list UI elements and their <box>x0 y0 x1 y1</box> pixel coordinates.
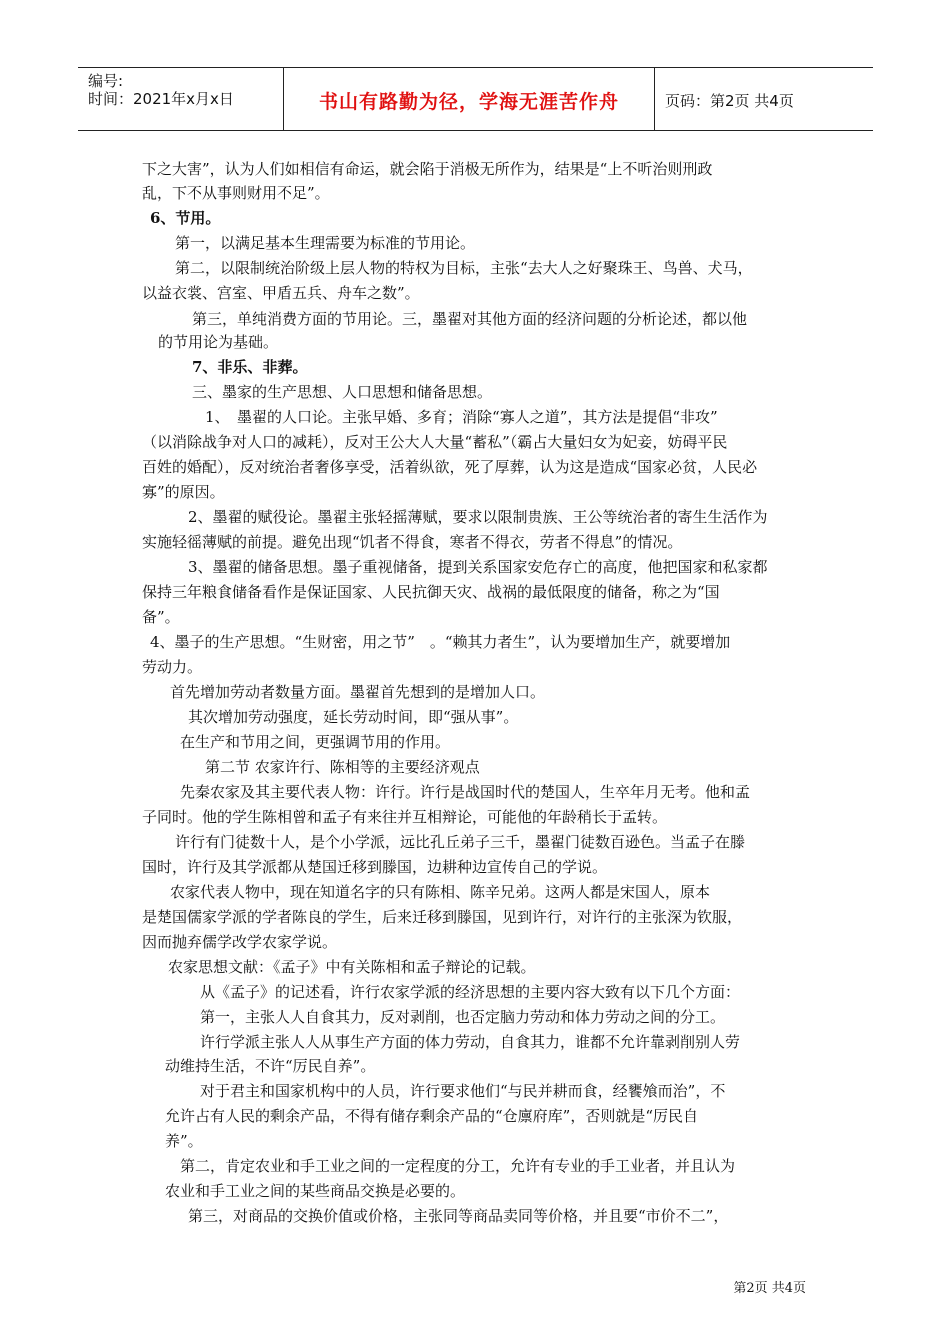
paragraph-line: 百姓的婚配），反对统治者奢侈享受，活着纵欲，死了厚葬，认为这是造成“国家必贫，人民必 <box>142 458 758 476</box>
paragraph-line: 劳动力。 <box>142 658 203 676</box>
header-page-number: 页码：第2页 共4页 <box>665 92 794 110</box>
paragraph-line: 2、墨翟的赋役论。墨翟主张轻摇薄赋，要求以限制贵族、王公等统治者的寄生生活作为 <box>188 508 768 526</box>
paragraph-line: 许行学派主张人人从事生产方面的体力劳动，自食其力，谁都不允许靠剥削别人劳 <box>200 1033 741 1051</box>
paragraph-line: 从《孟子》的记述看，许行农家学派的经济思想的主要内容大致有以下几个方面： <box>200 983 741 1001</box>
date-label: 时间：2021年x月x日 <box>88 90 234 108</box>
paragraph-line: 3、墨翟的储备思想。墨子重视储备，提到关系国家安危存亡的高度，他把国家和私家都 <box>188 558 768 576</box>
paragraph-line: 动维持生活，不许“厉民自养”。 <box>165 1057 376 1075</box>
paragraph-line: 农家思想文献：《孟子》中有关陈相和孟子辩论的记载。 <box>168 958 536 976</box>
paragraph-line: 第二，肯定农业和手工业之间的一定程度的分工，允许有专业的手工业者，并且认为 <box>180 1157 736 1175</box>
section-heading: 6、节用。 <box>150 209 221 227</box>
paragraph-line: 子同时。他的学生陈相曾和孟子有来往并互相辩论，可能他的年龄稍长于孟转。 <box>142 808 668 826</box>
paragraph-line: 允许占有人民的剩余产品，不得有储存剩余产品的“仓廪府库”，否则就是“厉民自 <box>165 1107 699 1125</box>
section-heading: 第二节 农家许行、陈相等的主要经济观点 <box>205 758 480 776</box>
paragraph-line: 第三，对商品的交换价值或价格，主张同等商品卖同等价格，并且要“市价不二”， <box>188 1207 729 1225</box>
paragraph-line: 许行有门徒数十人，是个小学派，远比孔丘弟子三千，墨翟门徒数百逊色。当孟子在滕 <box>175 833 746 851</box>
paragraph-line: 农家代表人物中，现在知道名字的只有陈相、陈辛兄弟。这两人都是宋国人，原本 <box>170 883 711 901</box>
footer-page-number: 第2页 共4页 <box>733 1281 806 1296</box>
paragraph-line: 第二，以限制统治阶级上层人物的特权为目标，主张“去大人之好聚珠王、鸟兽、犬马， <box>175 259 753 277</box>
serial-label: 编号: <box>88 72 124 90</box>
paragraph-line: 第三，单纯消费方面的节用论。三，墨翟对其他方面的经济问题的分析论述，都以他 <box>192 310 748 328</box>
paragraph-line: 备”。 <box>142 608 180 626</box>
paragraph-line: 先秦农家及其主要代表人物：许行。许行是战国时代的楚国人，生卒年月无考。他和孟 <box>180 783 751 801</box>
paragraph-line: 乱，下不从事则财用不足”。 <box>142 184 330 202</box>
header-page-cell <box>655 68 873 130</box>
header-motto-cell <box>284 68 655 130</box>
paragraph-line: 以益衣裳、宫室、甲盾五兵、舟车之数”。 <box>142 284 420 302</box>
paragraph-line: 国时，许行及其学派都从楚国迁移到滕国，边耕种边宣传自己的学说。 <box>142 858 608 876</box>
page-header <box>78 67 873 131</box>
paragraph-line: 对于君主和国家机构中的人员，许行要求他们“与民并耕而食，经饔飧而治”，不 <box>200 1082 726 1100</box>
paragraph-line: 农业和手工业之间的某些商品交换是必要的。 <box>165 1182 466 1200</box>
paragraph-line: 保持三年粮食储备看作是保证国家、人民抗御天灾、战祸的最低限度的储备，称之为“国 <box>142 583 720 601</box>
paragraph-line: 1、 墨翟的人口论。主张早婚、多育；消除“寡人之道”，其方法是提倡“非攻” <box>205 408 718 426</box>
paragraph-line: 因而抛弃儒学改学农家学说。 <box>142 933 338 951</box>
motto-text: 书山有路勤为径，学海无涯苦作舟 <box>318 91 619 113</box>
section-heading: 7、非乐、非葬。 <box>192 358 308 376</box>
section-heading: 三、墨家的生产思想、人口思想和储备思想。 <box>192 383 493 401</box>
paragraph-line: 第一，以满足基本生理需要为标准的节用论。 <box>175 234 476 252</box>
paragraph-line: 在生产和节用之间，更强调节用的作用。 <box>180 733 451 751</box>
paragraph-line: 的节用论为基础。 <box>158 333 279 351</box>
header-info-cell <box>78 68 284 130</box>
paragraph-line: 养”。 <box>165 1132 203 1150</box>
paragraph-line: 4、墨子的生产思想。“生财密，用之节” 。“赖其力者生”，认为要增加生产，就要增加 <box>150 633 731 651</box>
paragraph-line: 实施轻徭薄赋的前提。避免出现“饥者不得食，寒者不得衣，劳者不得息”的情况。 <box>142 533 683 551</box>
paragraph-line: 寡”的原因。 <box>142 483 225 501</box>
paragraph-line: 是楚国儒家学派的学者陈良的学生，后来迁移到滕国，见到许行，对许行的主张深为钦服， <box>142 908 743 926</box>
paragraph-line: 下之大害”，认为人们如相信有命运，就会陷于消极无所作为，结果是“上不听治则刑政 <box>142 160 713 178</box>
paragraph-line: （以消除战争对人口的减耗），反对王公大人大量“蓄私”（霸占大量妇女为妃妾，妨碍平民 <box>142 433 728 451</box>
paragraph-line: 第一，主张人人自食其力，反对剥削，也否定脑力劳动和体力劳动之间的分工。 <box>200 1008 726 1026</box>
paragraph-line: 其次增加劳动强度，延长劳动时间，即“强从事”。 <box>188 708 519 726</box>
paragraph-line: 首先增加劳动者数量方面。墨翟首先想到的是增加人口。 <box>170 683 546 701</box>
